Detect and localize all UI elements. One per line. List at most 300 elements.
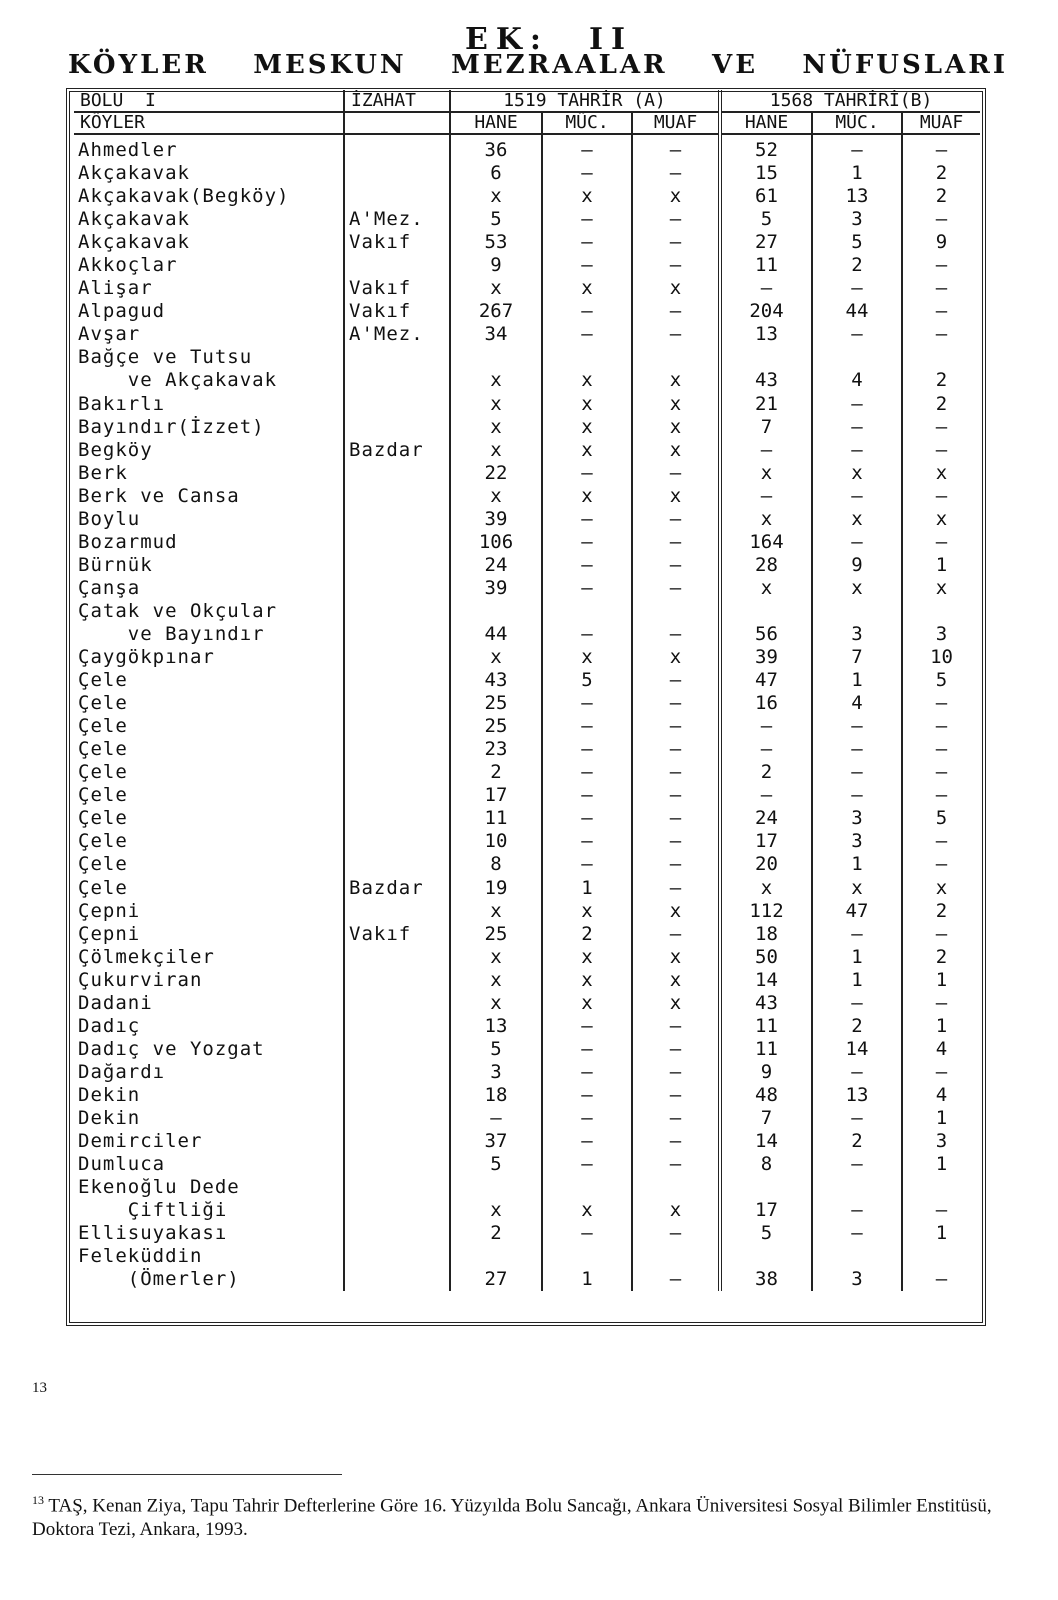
izahat-note [344,508,450,531]
muc-1519: x [542,969,632,992]
muc-1519: x [542,485,632,508]
izahat-note [344,185,450,208]
village-name: Çepni [78,899,141,922]
hane-1519: 17 [450,784,542,807]
header-hane-a: HANE [450,112,542,134]
muc-1568: – [812,1222,902,1245]
muaf-1568: 1 [902,1107,980,1130]
muaf-1519: x [632,969,720,992]
muaf-1519: x [632,369,720,392]
hane-1519: 25 [450,923,542,946]
muc-1568: 4 [812,369,902,392]
village-name: Ahmedler [78,139,178,161]
muaf-1519: – [632,830,720,853]
muc-1568: – [812,1061,902,1084]
muc-1519: x [542,277,632,300]
izahat-note [344,692,450,715]
table-row [74,254,980,277]
muc-1519: – [542,134,632,162]
muc-1519: x [542,369,632,392]
muc-1519: – [542,784,632,807]
village-name: Akkoçlar [78,254,178,277]
muc-1568: – [812,992,902,1015]
hane-1519: x [450,946,542,969]
muaf-1519 [632,1245,720,1268]
village-name: Çiftliği [78,1199,228,1222]
muaf-1519: – [632,923,720,946]
hane-1519: 44 [450,623,542,646]
muaf-1568: 9 [902,231,980,254]
muc-1519: – [542,208,632,231]
footnote-number: 13 [32,1493,44,1507]
izahat-note [344,1245,450,1268]
muaf-1519: – [632,554,720,577]
muaf-1568: 2 [902,946,980,969]
muc-1568: 13 [812,1084,902,1107]
muc-1519: – [542,1084,632,1107]
muc-1568: – [812,784,902,807]
village-name: Dekin [78,1083,141,1106]
hane-1519: 19 [450,877,542,900]
hane-1519: 5 [450,1038,542,1061]
muc-1568: – [812,134,902,162]
muc-1568: – [812,531,902,554]
muaf-1568: 4 [902,1038,980,1061]
muaf-1568: – [902,692,980,715]
muc-1568: – [812,761,902,784]
muc-1519: – [542,508,632,531]
header-koyler: KÖYLER [74,112,344,134]
hane-1519: 18 [450,1084,542,1107]
muc-1519: x [542,900,632,923]
village-name: (Ömerler) [78,1268,240,1291]
table-row [74,323,980,346]
hane-1568: 11 [720,1015,812,1038]
muaf-1519: – [632,1268,720,1291]
muc-1519: – [542,1038,632,1061]
izahat-note [344,1130,450,1153]
hane-1519: x [450,393,542,416]
hane-1519: 2 [450,1222,542,1245]
muc-1519: x [542,439,632,462]
hane-1568: 5 [720,1222,812,1245]
table-row [74,277,980,300]
hane-1568: 24 [720,807,812,830]
izahat-note [344,485,450,508]
hane-1519: 11 [450,807,542,830]
muaf-1568: – [902,254,980,277]
hane-1519: x [450,369,542,392]
table-row [74,1130,980,1153]
muc-1519: – [542,761,632,784]
muc-1568: – [812,393,902,416]
header-muaf-b: MUAF [902,112,980,134]
hane-1568: 20 [720,853,812,876]
muc-1519: – [542,623,632,646]
hane-1519: 106 [450,531,542,554]
hane-1519: 2 [450,761,542,784]
muaf-1519: – [632,208,720,231]
muc-1519: – [542,462,632,485]
muc-1519: – [542,715,632,738]
muaf-1568: – [902,1268,980,1291]
hane-1519: x [450,1199,542,1222]
muc-1519: – [542,554,632,577]
muaf-1568: 1 [902,1153,980,1176]
title-word: KÖYLER [68,50,209,80]
table-row [74,531,980,554]
muaf-1568: – [902,416,980,439]
hane-1519: x [450,416,542,439]
muaf-1568 [902,600,980,623]
izahat-note: Bazdar [344,439,450,462]
izahat-note [344,969,450,992]
muc-1519: – [542,577,632,600]
muc-1568: 1 [812,162,902,185]
village-name: Dağardı [78,1060,166,1083]
table-row [74,923,980,946]
header-1519: 1519 TAHRİR (A) [450,90,720,112]
village-name: Dadıç [78,1014,141,1037]
muaf-1519: x [632,185,720,208]
footnote [32,1488,1032,1542]
hane-1519: 13 [450,1015,542,1038]
izahat-note [344,992,450,1015]
muc-1519: x [542,1199,632,1222]
hane-1519: 3 [450,1061,542,1084]
muc-1568: 5 [812,231,902,254]
hane-1568: 164 [720,531,812,554]
table-row [74,1199,980,1222]
appendix-number: II [588,22,634,57]
muc-1519: x [542,185,632,208]
village-name: Bağçe ve Tutsu [78,346,253,369]
muaf-1568: – [902,277,980,300]
village-name: Ekenoğlu Dede [78,1176,240,1199]
muaf-1519: – [632,462,720,485]
muaf-1568: – [902,323,980,346]
hane-1568: x [720,877,812,900]
muaf-1519: – [632,807,720,830]
hane-1568: – [720,715,812,738]
hane-1519: 25 [450,715,542,738]
village-name: Çaygökpınar [78,646,215,669]
village-name: Akçakavak [78,162,190,185]
title-word: MEZRAALAR [451,50,668,80]
hane-1568: – [720,485,812,508]
table-row [74,208,980,231]
muaf-1568: 1 [902,1222,980,1245]
hane-1568 [720,1245,812,1268]
izahat-note [344,346,450,369]
muaf-1519: – [632,877,720,900]
table-title [68,50,1008,80]
muaf-1568: 3 [902,1130,980,1153]
muc-1519: x [542,416,632,439]
hane-1568: – [720,784,812,807]
muc-1568: 4 [812,692,902,715]
hane-1568: 7 [720,1107,812,1130]
muaf-1568 [902,1176,980,1199]
muaf-1519: – [632,1015,720,1038]
muc-1568: – [812,416,902,439]
hane-1519: x [450,900,542,923]
izahat-note [344,669,450,692]
muc-1568: 1 [812,853,902,876]
table-row [74,992,980,1015]
footnote-marker: 13 [32,1380,47,1396]
table-row [74,1153,980,1176]
muc-1519: – [542,254,632,277]
hane-1568: 9 [720,1061,812,1084]
muaf-1519: – [632,1084,720,1107]
muc-1568: – [812,277,902,300]
table-row [74,669,980,692]
muaf-1568: – [902,784,980,807]
muaf-1519: – [632,254,720,277]
appendix-label: EK: [464,22,549,57]
muc-1519: x [542,393,632,416]
muc-1519: – [542,1107,632,1130]
header-izahat: İZAHAT [344,90,450,112]
muc-1568: 13 [812,185,902,208]
muc-1568: – [812,485,902,508]
muc-1519: – [542,1153,632,1176]
hane-1519: 8 [450,853,542,876]
hane-1519: x [450,969,542,992]
muaf-1519: – [632,669,720,692]
muc-1568: x [812,877,902,900]
izahat-note [344,577,450,600]
hane-1568: 5 [720,208,812,231]
village-name: Dumluca [78,1153,166,1176]
hane-1519: 39 [450,577,542,600]
muc-1519: – [542,300,632,323]
village-name: Demirciler [78,1130,203,1153]
hane-1568: 56 [720,623,812,646]
table-row [74,231,980,254]
village-name: Boylu [78,507,141,530]
muaf-1519: – [632,738,720,761]
muc-1519: – [542,162,632,185]
muaf-1568: 1 [902,554,980,577]
izahat-note: A'Mez. [344,323,450,346]
muaf-1568: – [902,715,980,738]
muc-1568: – [812,1107,902,1130]
izahat-note [344,1107,450,1130]
izahat-note [344,738,450,761]
hane-1519 [450,1245,542,1268]
izahat-note [344,784,450,807]
hane-1568: 13 [720,323,812,346]
village-name: Çepni [78,922,141,945]
table-row [74,416,980,439]
muaf-1519: – [632,715,720,738]
hane-1568: 11 [720,1038,812,1061]
table-row [74,554,980,577]
muaf-1568: – [902,208,980,231]
muc-1519 [542,346,632,369]
muaf-1568: – [902,439,980,462]
village-name: Akçakavak(Begköy) [78,185,290,208]
muaf-1519: x [632,900,720,923]
village-name: Feleküddin [78,1245,203,1268]
muc-1568 [812,1245,902,1268]
muaf-1568: 2 [902,185,980,208]
muaf-1519: – [632,761,720,784]
hane-1519: x [450,992,542,1015]
village-name: Bozarmud [78,530,178,553]
izahat-note [344,1268,450,1291]
muc-1568: 44 [812,300,902,323]
muaf-1568: – [902,1061,980,1084]
hane-1519 [450,346,542,369]
hane-1519 [450,1176,542,1199]
village-name: Dekin [78,1106,141,1129]
village-name: Dadıç ve Yozgat [78,1037,265,1060]
table-row [74,439,980,462]
hane-1568: 27 [720,231,812,254]
hane-1519: 23 [450,738,542,761]
header-1568: 1568 TAHRİRİ(B) [720,90,980,112]
hane-1568: 2 [720,761,812,784]
village-name: Çukurviran [78,968,203,991]
muaf-1519 [632,1176,720,1199]
izahat-note [344,853,450,876]
izahat-note [344,393,450,416]
village-name: Dadani [78,991,153,1014]
village-name: Çele [78,669,128,692]
hane-1568: 11 [720,254,812,277]
muc-1519: – [542,1130,632,1153]
table-row [74,761,980,784]
title-word: MESKUN [253,50,407,80]
hane-1568: 204 [720,300,812,323]
muc-1519: – [542,1222,632,1245]
table-row [74,1084,980,1107]
village-name: Çele [78,853,128,876]
muc-1519 [542,1245,632,1268]
hane-1568: 48 [720,1084,812,1107]
hane-1568: 43 [720,369,812,392]
muaf-1568: 4 [902,1084,980,1107]
hane-1519: x [450,439,542,462]
muc-1519: – [542,738,632,761]
table-row [74,346,980,369]
hane-1519: x [450,485,542,508]
izahat-note [344,416,450,439]
table-row [74,162,980,185]
muaf-1519: x [632,1199,720,1222]
muaf-1568: 2 [902,900,980,923]
muc-1568: 1 [812,946,902,969]
izahat-note [344,1015,450,1038]
muaf-1519: – [632,1153,720,1176]
village-name: Çanşa [78,576,141,599]
muc-1519: – [542,531,632,554]
muaf-1568: 2 [902,162,980,185]
izahat-note: A'Mez. [344,208,450,231]
muaf-1519: x [632,992,720,1015]
hane-1568: x [720,508,812,531]
hane-1568: 28 [720,554,812,577]
table-row [74,853,980,876]
muc-1568: – [812,923,902,946]
muaf-1519: – [632,323,720,346]
muaf-1519: – [632,1130,720,1153]
hane-1519: 34 [450,323,542,346]
village-name: Bürnük [78,553,153,576]
header-izahat-blank [344,112,450,134]
table-row [74,900,980,923]
hane-1519: x [450,185,542,208]
header-muc-b: MÜC. [812,112,902,134]
muc-1568: 1 [812,969,902,992]
muaf-1568: – [902,992,980,1015]
muc-1568 [812,346,902,369]
muaf-1519 [632,600,720,623]
muaf-1568: – [902,531,980,554]
hane-1519: 5 [450,208,542,231]
muaf-1519: – [632,577,720,600]
muaf-1568: 3 [902,623,980,646]
izahat-note [344,254,450,277]
village-name: Çele [78,830,128,853]
izahat-note [344,646,450,669]
muc-1568: 3 [812,830,902,853]
muaf-1519: – [632,531,720,554]
muc-1519: – [542,1015,632,1038]
muaf-1568: 2 [902,369,980,392]
muc-1519: 2 [542,923,632,946]
village-name: Çele [78,784,128,807]
header-muaf-a: MUAF [632,112,720,134]
hane-1568: – [720,738,812,761]
village-name: Çele [78,807,128,830]
muc-1519: – [542,807,632,830]
title-word: NÜFUSLARI [802,50,1008,80]
muc-1568: 3 [812,623,902,646]
muaf-1519: – [632,1061,720,1084]
muaf-1519: – [632,1222,720,1245]
muc-1519: 1 [542,877,632,900]
title-word: VE [712,50,759,80]
table-row [74,1038,980,1061]
table-row [74,646,980,669]
muaf-1519: x [632,439,720,462]
hane-1568: 8 [720,1153,812,1176]
muc-1568: – [812,715,902,738]
izahat-note: Vakıf [344,300,450,323]
muc-1519: x [542,992,632,1015]
village-name: Çele [78,738,128,761]
village-name: Akçakavak [78,231,190,254]
table-row [74,807,980,830]
muc-1568: x [812,577,902,600]
muaf-1519: – [632,508,720,531]
muaf-1519: – [632,1038,720,1061]
table-row [74,715,980,738]
hane-1519: 5 [450,1153,542,1176]
hane-1568: – [720,277,812,300]
hane-1568 [720,600,812,623]
muaf-1519: – [632,623,720,646]
muc-1519: x [542,946,632,969]
table-row [74,485,980,508]
muaf-1519: x [632,485,720,508]
village-name: Alişar [78,277,153,300]
table-row [74,784,980,807]
